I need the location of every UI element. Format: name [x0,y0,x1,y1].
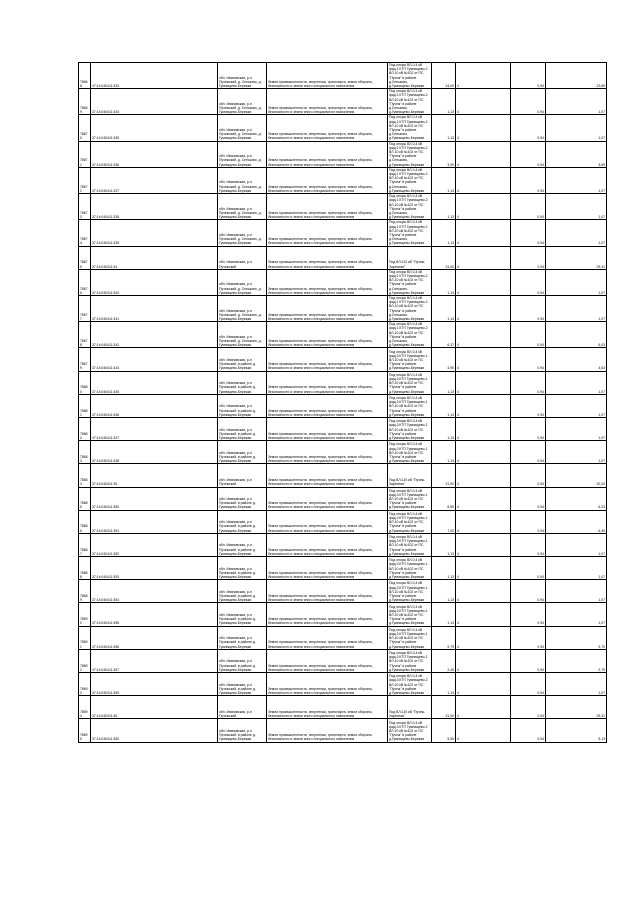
land-category-cell: Земли промышленности, энергетики, транспорта, земли обороны, безопасности и земли иного специального назначения [267,557,388,580]
area-cell: 2,40 [432,649,456,672]
rate-cell: 0,94 [511,533,546,556]
land-plots-table [78,62,607,743]
area-cell: 9,79 [432,626,456,649]
table-row [79,220,607,246]
permitted-use-cell: Под опоры ВЛ-0,4 кВ фид.3 КТП Гумнищево-1 ВЛ-10 кВ №102 от ПС "Пучеж" в районе д.Гумнищево-Бережки [388,580,432,603]
land-category-cell: Земли промышленности, энергетики, транспорта, земли обороны, безопасности и земли иного специального назначения [267,194,388,220]
land-category-cell: Земли промышленности, энергетики, транспорта, земли обороны, безопасности и земли иного специального назначения [267,464,388,487]
cadastral-number-cell: 37:14:040411:355 [91,603,218,626]
area-cell: 1,13 [432,89,456,115]
table-row [79,464,607,487]
cadastral-number-cell: 37:14:040411:36 [91,696,218,719]
unit-code-cell: 4 [456,371,511,394]
unit-code-cell: 4 [456,348,511,371]
land-category-cell: Земли промышленности, энергетики, транспорта, земли обороны, безопасности и земли иного специального назначения [267,89,388,115]
cadastral-number-cell: 37:14:040411:34 [91,246,218,269]
area-cell: 1,13 [432,371,456,394]
plot-id-cell: 78695 [79,719,91,742]
area-cell: 21,00 [432,464,456,487]
cadastral-number-cell: 37:14:040411:333 [91,63,218,89]
address-cell: обл. Ивановская, р-н Пучежский, в районе д. Гумнищево-Бережки [218,371,267,394]
table-row [79,348,607,371]
plot-id-cell: 78674 [79,220,91,246]
cadastral-number-cell: 37:14:040411:351 [91,510,218,533]
cadastral-number-cell: 37:14:040411:335 [91,115,218,141]
table-row [79,167,607,193]
plot-id-cell: 78682 [79,417,91,440]
table-row [79,533,607,556]
unit-code-cell: 4 [456,194,511,220]
land-category-cell: Земли промышленности, энергетики, транспорта, земли обороны, безопасности и земли иного специального назначения [267,348,388,371]
address-cell: обл. Ивановская, р-н Пучежский, в районе д. Гумнищево-Бережки [218,510,267,533]
plot-id-cell: 78684 [79,464,91,487]
rate-cell: 0,94 [511,194,546,220]
permitted-use-cell: Под опоры ВЛ-0,4 кВ фид.1 КТП Гумнищево-2 ВЛ-10 кВ №102 от ПС "Пучеж" в районе д.Сеньково, д.Гумнищево-Бережки [388,295,432,321]
address-cell: обл. Ивановская, р-н Пучежский, в районе д. Гумнищево-Бережки [218,487,267,510]
plot-id-cell: 78675 [79,246,91,269]
cadastral-number-cell: 37:14:040411:359 [91,673,218,696]
area-cell: 31,00 [432,696,456,719]
amount-cell: 1,07 [546,194,607,220]
plot-id-cell: 78694 [79,696,91,719]
amount-cell: 1,07 [546,603,607,626]
cadastral-number-cell: 37:14:040411:341 [91,295,218,321]
plot-id-cell: 78686 [79,510,91,533]
permitted-use-cell: Под опоры ВЛ-0,4 кВ фид.1 КТП Гумнищево-2 ВЛ-10 кВ №102 от ПС "Пучеж" в районе д.Сеньково, д.Гумнищево-Бережки [388,167,432,193]
land-category-cell: Земли промышленности, энергетики, транспорта, земли обороны, безопасности и земли иного специального назначения [267,115,388,141]
address-cell: обл. Ивановская, р-н Пучежский [218,246,267,269]
table-row [79,557,607,580]
address-cell: обл. Ивановская, р-н Пучежский, в районе д. Гумнищево-Бережки [218,626,267,649]
table-row [79,696,607,719]
rate-cell: 0,94 [511,441,546,464]
plot-id-cell: 78681 [79,394,91,417]
amount-cell: 1,07 [546,89,607,115]
permitted-use-cell: Под опоры ВЛ-0,4 кВ фид.3 КТП Гумнищево-1 ВЛ-10 кВ №102 от ПС "Пучеж" в районе д.Гумнищево-Бережки [388,603,432,626]
amount-cell: 3,69 [546,141,607,167]
amount-cell: 1,07 [546,417,607,440]
address-cell: обл. Ивановская, р-н Пучежский, в районе д. Гумнищево-Бережки [218,603,267,626]
area-cell: 1,13 [432,167,456,193]
unit-code-cell: 4 [456,394,511,417]
land-category-cell: Земли промышленности, энергетики, транспорта, земли обороны, безопасности и земли иного специального назначения [267,696,388,719]
cadastral-number-cell: 37:14:040411:346 [91,394,218,417]
amount-cell: 1,07 [546,441,607,464]
unit-code-cell: 4 [456,417,511,440]
table-row [79,141,607,167]
land-category-cell: Земли промышленности, энергетики, транспорта, земли обороны, безопасности и земли иного специального назначения [267,603,388,626]
area-cell: 7,00 [432,510,456,533]
rate-cell: 0,94 [511,580,546,603]
table-row [79,417,607,440]
permitted-use-cell: Под опоры ВЛ-0,4 кВ фид.3 КТП Гумнищево-1 ВЛ-10 кВ №102 от ПС "Пучеж" в районе д.Гумнищево-Бережки [388,626,432,649]
permitted-use-cell: Под опоры ВЛ-0,4 кВ фид.1 КТП Гумнищево-2 ВЛ-10 кВ №102 от ПС "Пучеж" в районе д.Сеньково, д.Гумнищево-Бережки [388,269,432,295]
table-row [79,441,607,464]
cadastral-number-cell: 37:14:040411:342 [91,322,218,348]
rate-cell: 0,94 [511,603,546,626]
address-cell: обл. Ивановская, р-н Пучежский, д. Сеньково, д. Гумнищево-Бережки [218,167,267,193]
area-cell: 31,00 [432,246,456,269]
area-cell: 5,50 [432,719,456,742]
rate-cell: 0,94 [511,89,546,115]
unit-code-cell: 4 [456,246,511,269]
unit-code-cell: 4 [456,115,511,141]
rate-cell: 0,94 [511,557,546,580]
address-cell: обл. Ивановская, р-н Пучежский, д. Сеньково, д. Гумнищево-Бережки [218,194,267,220]
area-cell: 1,13 [432,603,456,626]
unit-code-cell: 4 [456,167,511,193]
unit-code-cell: 4 [456,557,511,580]
permitted-use-cell: Под опоры ВЛ-0,4 кВ фид.3 КТП Гумнищево-1 ВЛ-10 кВ №102 от ПС "Пучеж" в районе д.Гумнищево-Бережки [388,557,432,580]
land-category-cell: Земли промышленности, энергетики, транспорта, земли обороны, безопасности и земли иного специального назначения [267,295,388,321]
plot-id-cell: 78688 [79,557,91,580]
amount-cell: 1,07 [546,580,607,603]
permitted-use-cell: Под опоры ВЛ-0,4 кВ фид.1 КТП Гумнищево-2 ВЛ-10 кВ №102 от ПС "Пучеж" в районе д.Сеньково, д.Гумнищево-Бережки [388,141,432,167]
permitted-use-cell: Под опоры ВЛ-0,4 кВ фид.3 КТП Гумнищево-1 ВЛ-10 кВ №102 от ПС "Пучеж" в районе д.Гумнищево-Бережки [388,510,432,533]
unit-code-cell: 4 [456,626,511,649]
land-category-cell: Земли промышленности, энергетики, транспорта, земли обороны, безопасности и земли иного специального назначения [267,719,388,742]
address-cell: обл. Ивановская, р-н Пучежский, д. Сеньково, д. Гумнищево-Бережки [218,115,267,141]
area-cell: 1,13 [432,673,456,696]
table-row [79,510,607,533]
address-cell: обл. Ивановская, р-н Пучежский, в районе д. Гумнищево-Бережки [218,441,267,464]
plot-id-cell: 78685 [79,487,91,510]
area-cell: 24,00 [432,63,456,89]
table-row [79,603,607,626]
plot-id-cell: 78689 [79,580,91,603]
permitted-use-cell: Под опоры ВЛ-0,4 кВ фид.1 КТП Гумнищево-2 ВЛ-10 кВ №102 от ПС "Пучеж" в районе д.Сеньково, д.Гумнищево-Бережки [388,220,432,246]
amount-cell: 4,63 [546,348,607,371]
rate-cell: 0,94 [511,167,546,193]
land-category-cell: Земли промышленности, энергетики, транспорта, земли обороны, безопасности и земли иного специального назначения [267,510,388,533]
address-cell: обл. Ивановская, р-н Пучежский, в районе д. Гумнищево-Бережки [218,719,267,742]
area-cell: 6,37 [432,322,456,348]
unit-code-cell: 4 [456,580,511,603]
cadastral-number-cell: 37:14:040411:354 [91,580,218,603]
plot-id-cell: 78679 [79,348,91,371]
amount-cell: 5,13 [546,719,607,742]
plot-id-cell: 78671 [79,141,91,167]
table-row [79,269,607,295]
unit-code-cell: 4 [456,603,511,626]
address-cell: обл. Ивановская, р-н Пучежский, в районе д. Гумнищево-Бережки [218,649,267,672]
unit-code-cell: 4 [456,141,511,167]
cadastral-number-cell: 37:14:040411:338 [91,194,218,220]
cadastral-number-cell: 37:14:040411:35 [91,464,218,487]
land-category-cell: Земли промышленности, энергетики, транспорта, земли обороны, безопасности и земли иного специального назначения [267,371,388,394]
permitted-use-cell: Под опоры ВЛ-0,4 кВ фид.3 КТП Гумнищево-1 ВЛ-10 кВ №102 от ПС "Пучеж" в районе д.Гумнищево-Бережки [388,487,432,510]
land-category-cell: Земли промышленности, энергетики, транспорта, земли обороны, безопасности и земли иного специального назначения [267,63,388,89]
address-cell: обл. Ивановская, р-н Пучежский, д. Сеньково, д. Гумнищево-Бережки [218,269,267,295]
rate-cell: 0,94 [511,371,546,394]
cadastral-number-cell: 37:14:040411:350 [91,487,218,510]
unit-code-cell: 4 [456,269,511,295]
unit-code-cell: 4 [456,322,511,348]
area-cell: 1,13 [432,394,456,417]
permitted-use-cell: Под опоры ВЛ-0,4 кВ фид.3 КТП Гумнищево-2 ВЛ-10 кВ №102 от ПС "Пучеж" в районе д.Гумнищево-Бережки [388,673,432,696]
unit-code-cell: 4 [456,719,511,742]
area-cell: 1,13 [432,220,456,246]
permitted-use-cell: Под опоры ВЛ-0,4 кВ фид.3 КТП Гумнищево-1 ВЛ-10 кВ №102 от ПС "Пучеж" в районе д.Гумнищево-Бережки [388,417,432,440]
plot-id-cell: 78670 [79,115,91,141]
unit-code-cell: 4 [456,441,511,464]
table-row [79,63,607,89]
area-cell: 6,59 [432,487,456,510]
table-row [79,394,607,417]
land-category-cell: Земли промышленности, энергетики, транспорта, земли обороны, безопасности и земли иного специального назначения [267,394,388,417]
cadastral-number-cell: 37:14:040411:357 [91,649,218,672]
plot-id-cell: 78690 [79,603,91,626]
permitted-use-cell: Под опоры ВЛ-0,4 кВ фид.3 КТП Гумнищево-1 ВЛ-10 кВ №102 от ПС "Пучеж" в районе д.Гумнищево-Бережки [388,348,432,371]
table-row [79,719,607,742]
amount-cell: 29,31 [546,696,607,719]
rate-cell: 0,94 [511,719,546,742]
plot-id-cell: 78691 [79,626,91,649]
cadastral-number-cell: 37:14:040411:352 [91,533,218,556]
rate-cell: 0,94 [511,322,546,348]
rate-cell: 0,94 [511,649,546,672]
permitted-use-cell: Под опоры ВЛ-0,4 кВ фид.3 КТП Гумнищево-1 ВЛ-10 кВ №102 от ПС "Пучеж" в районе д.Гумнищево-Бережки [388,533,432,556]
amount-cell: 1,07 [546,371,607,394]
area-cell: 1,13 [432,269,456,295]
amount-cell: 1,07 [546,269,607,295]
permitted-use-cell: Под опоры ВЛ-0,4 кВ фид.1 КТП Гумнищево-2 ВЛ-10 кВ №102 от ПС "Пучеж" в районе д.Сеньково, д.Гумнищево-Бережки [388,115,432,141]
address-cell: обл. Ивановская, р-н Пучежский, в районе д. Гумнищево-Бережки [218,580,267,603]
area-cell: 1,13 [432,441,456,464]
land-category-cell: Земли промышленности, энергетики, транспорта, земли обороны, безопасности и земли иного специального назначения [267,533,388,556]
land-category-cell: Земли промышленности, энергетики, транспорта, земли обороны, безопасности и земли иного специального назначения [267,246,388,269]
address-cell: обл. Ивановская, р-н Пучежский, д. Сеньково, д. Гумнищево-Бережки [218,220,267,246]
table-row [79,673,607,696]
amount-cell: 29,31 [546,246,607,269]
unit-code-cell: 4 [456,63,511,89]
permitted-use-cell: Под ВЛ-110 кВ "Пучеж-Заречная" [388,696,432,719]
permitted-use-cell: Под опоры ВЛ-0,4 кВ фид.1 КТП Гумнищево-2 ВЛ-10 кВ №102 от ПС "Пучеж" в районе д.Сеньково, д.Гумнищево-Бережки [388,322,432,348]
address-cell: обл. Ивановская, р-н Пучежский, в районе д. Гумнищево-Бережки [218,394,267,417]
plot-id-cell: 78669 [79,89,91,115]
land-category-cell: Земли промышленности, энергетики, транспорта, земли обороны, безопасности и земли иного специального назначения [267,626,388,649]
address-cell: обл. Ивановская, р-н Пучежский, д. Сеньково, д. Гумнищево-Бережки [218,89,267,115]
plot-id-cell: 78672 [79,167,91,193]
land-category-cell: Земли промышленности, энергетики, транспорта, земли обороны, безопасности и земли иного специального назначения [267,487,388,510]
rate-cell: 0,94 [511,115,546,141]
address-cell: обл. Ивановская, р-н Пучежский, в районе д. Гумнищево-Бережки [218,673,267,696]
address-cell: обл. Ивановская, р-н Пучежский, в районе д. Гумнищево-Бережки [218,533,267,556]
amount-cell: 6,23 [546,487,607,510]
table-row [79,194,607,220]
address-cell: обл. Ивановская, р-н Пучежский, в районе д. Гумнищево-Бережки [218,557,267,580]
amount-cell: 2,79 [546,649,607,672]
address-cell: обл. Ивановская, р-н Пучежский, д. Сеньково, д. Гумнищево-Бережки [218,295,267,321]
permitted-use-cell: Под опоры ВЛ-0,4 кВ фид.1 КТП Гумнищево-2 ВЛ-10 кВ №102 от ПС "Пучеж" в районе д.Сеньково, д.Гумнищево-Бережки [388,89,432,115]
amount-cell: 9,70 [546,626,607,649]
rate-cell: 0,94 [511,269,546,295]
amount-cell: 1,07 [546,557,607,580]
rate-cell: 0,94 [511,220,546,246]
plot-id-cell: 78687 [79,533,91,556]
permitted-use-cell: Под опоры ВЛ-0,4 кВ фид.3 КТП Гумнищево-2 ВЛ-10 кВ №102 от ПС "Пучеж" в районе д.Гумнищево-Бережки [388,719,432,742]
cadastral-number-cell: 37:14:040411:360 [91,719,218,742]
rate-cell: 0,94 [511,394,546,417]
land-category-cell: Земли промышленности, энергетики, транспорта, земли обороны, безопасности и земли иного специального назначения [267,580,388,603]
address-cell: обл. Ивановская, р-н Пучежский, д. Сеньково, д. Гумнищево-Бережки [218,63,267,89]
plot-id-cell: 78693 [79,673,91,696]
table-row [79,115,607,141]
amount-cell: 6,45 [546,510,607,533]
rate-cell: 0,94 [511,673,546,696]
area-cell: 1,13 [432,295,456,321]
land-category-cell: Земли промышленности, энергетики, транспорта, земли обороны, безопасности и земли иного специального назначения [267,269,388,295]
area-cell: 1,13 [432,580,456,603]
amount-cell: 1,07 [546,394,607,417]
table-row [79,626,607,649]
rate-cell: 0,94 [511,246,546,269]
rate-cell: 0,94 [511,417,546,440]
rate-cell: 0,94 [511,626,546,649]
plot-id-cell: 78668 [79,63,91,89]
rate-cell: 0,94 [511,348,546,371]
unit-code-cell: 4 [456,673,511,696]
plot-id-cell: 78673 [79,194,91,220]
unit-code-cell: 4 [456,696,511,719]
land-category-cell: Земли промышленности, энергетики, транспорта, земли обороны, безопасности и земли иного специального назначения [267,441,388,464]
unit-code-cell: 4 [456,649,511,672]
cadastral-number-cell: 37:14:040411:343 [91,348,218,371]
cadastral-number-cell: 37:14:040411:340 [91,269,218,295]
cadastral-number-cell: 37:14:040411:334 [91,89,218,115]
plot-id-cell: 78692 [79,649,91,672]
unit-code-cell: 4 [456,295,511,321]
land-category-cell: Земли промышленности, энергетики, транспорта, земли обороны, безопасности и земли иного специального назначения [267,141,388,167]
table-row [79,580,607,603]
amount-cell: 1,07 [546,220,607,246]
permitted-use-cell: Под опоры ВЛ-0,4 кВ фид.3 КТП Гумнищево-1 ВЛ-10 кВ №102 от ПС "Пучеж" в районе д.Гумнищево-Бережки [388,649,432,672]
land-category-cell: Земли промышленности, энергетики, транспорта, земли обороны, безопасности и земли иного специального назначения [267,417,388,440]
unit-code-cell: 4 [456,487,511,510]
table-row [79,371,607,394]
plot-id-cell: 78683 [79,441,91,464]
rate-cell: 0,94 [511,696,546,719]
rate-cell: 0,94 [511,295,546,321]
permitted-use-cell: Под ВЛ-110 кВ "Пучеж-Заречная" [388,464,432,487]
address-cell: обл. Ивановская, р-н Пучежский, д. Сеньково, д. Гумнищево-Бережки [218,141,267,167]
plot-id-cell: 78677 [79,295,91,321]
area-cell: 1,13 [432,194,456,220]
address-cell: обл. Ивановская, р-н Пучежский [218,696,267,719]
land-category-cell: Земли промышленности, энергетики, транспорта, земли обороны, безопасности и земли иного специального назначения [267,673,388,696]
amount-cell: 20,20 [546,464,607,487]
land-category-cell: Земли промышленности, энергетики, транспорта, земли обороны, безопасности и земли иного специального назначения [267,220,388,246]
amount-cell: 1,07 [546,533,607,556]
plot-id-cell: 78676 [79,269,91,295]
cadastral-number-cell: 37:14:040411:348 [91,441,218,464]
rate-cell: 0,94 [511,510,546,533]
land-category-cell: Земли промышленности, энергетики, транспорта, земли обороны, безопасности и земли иного специального назначения [267,649,388,672]
rate-cell: 0,94 [511,141,546,167]
cadastral-number-cell: 37:14:040411:336 [91,141,218,167]
amount-cell: 1,07 [546,167,607,193]
cadastral-number-cell: 37:14:040411:347 [91,417,218,440]
area-cell: 3,90 [432,141,456,167]
table-row [79,649,607,672]
amount-cell: 1,07 [546,673,607,696]
permitted-use-cell: Под опоры ВЛ-0,4 кВ фид.1 КТП Гумнищево-2 ВЛ-10 кВ №102 от ПС "Пучеж" в районе д.Сеньково, д.Гумнищево-Бережки [388,194,432,220]
address-cell: обл. Ивановская, р-н Пучежский, д. Сеньково, д. Гумнищево-Бережки [218,322,267,348]
cadastral-number-cell: 37:14:040411:337 [91,167,218,193]
table-row [79,487,607,510]
address-cell: обл. Ивановская, р-н Пучежский, в районе д. Гумнищево-Бережки [218,348,267,371]
area-cell: 1,13 [432,533,456,556]
unit-code-cell: 4 [456,533,511,556]
amount-cell: 6,03 [546,322,607,348]
rate-cell: 0,94 [511,63,546,89]
plot-id-cell: 78680 [79,371,91,394]
amount-cell: 1,07 [546,295,607,321]
cadastral-number-cell: 37:14:040411:353 [91,557,218,580]
area-cell: 1,13 [432,417,456,440]
area-cell: 1,13 [432,115,456,141]
cadastral-number-cell: 37:14:040411:345 [91,371,218,394]
amount-cell: 1,07 [546,115,607,141]
cadastral-number-cell: 37:14:040411:339 [91,220,218,246]
unit-code-cell: 4 [456,464,511,487]
permitted-use-cell: Под опоры ВЛ-0,4 кВ фид.3 КТП Гумнищево-1 ВЛ-10 кВ №102 от ПС "Пучеж" в районе д.Гумнищево-Бережки [388,371,432,394]
address-cell: обл. Ивановская, р-н Пучежский, в районе д. Гумнищево-Бережки [218,417,267,440]
cadastral-number-cell: 37:14:040411:356 [91,626,218,649]
land-category-cell: Земли промышленности, энергетики, транспорта, земли обороны, безопасности и земли иного специального назначения [267,167,388,193]
area-cell: 4,90 [432,348,456,371]
permitted-use-cell: Под ВЛ-110 кВ "Пучеж-Заречная" [388,246,432,269]
permitted-use-cell: Под опоры ВЛ-0,4 кВ фид.3 КТП Гумнищево-1 ВЛ-10 кВ №102 от ПС "Пучеж" в районе д.Гумнищево-Бережки [388,441,432,464]
plot-id-cell: 78678 [79,322,91,348]
permitted-use-cell: Под опоры ВЛ-0,4 кВ фид.3 КТП Гумнищево-1 ВЛ-10 кВ №102 от ПС "Пучеж" в районе д.Гумнищево-Бережки [388,394,432,417]
rate-cell: 0,94 [511,464,546,487]
table-row [79,89,607,115]
table-row [79,322,607,348]
rate-cell: 0,94 [511,487,546,510]
unit-code-cell: 4 [456,220,511,246]
land-category-cell: Земли промышленности, энергетики, транспорта, земли обороны, безопасности и земли иного специального назначения [267,322,388,348]
address-cell: обл. Ивановская, р-н Пучежский [218,464,267,487]
area-cell: 1,13 [432,557,456,580]
table-row [79,295,607,321]
permitted-use-cell: Под опоры ВЛ-0,4 кВ фид.1 КТП Гумнищево-2 ВЛ-10 кВ №102 от ПС "Пучеж" в районе д.Сеньково, д.Гумнищево-Бережки [388,63,432,89]
table-row [79,246,607,269]
unit-code-cell: 4 [456,510,511,533]
unit-code-cell: 4 [456,89,511,115]
amount-cell: 22,69 [546,63,607,89]
